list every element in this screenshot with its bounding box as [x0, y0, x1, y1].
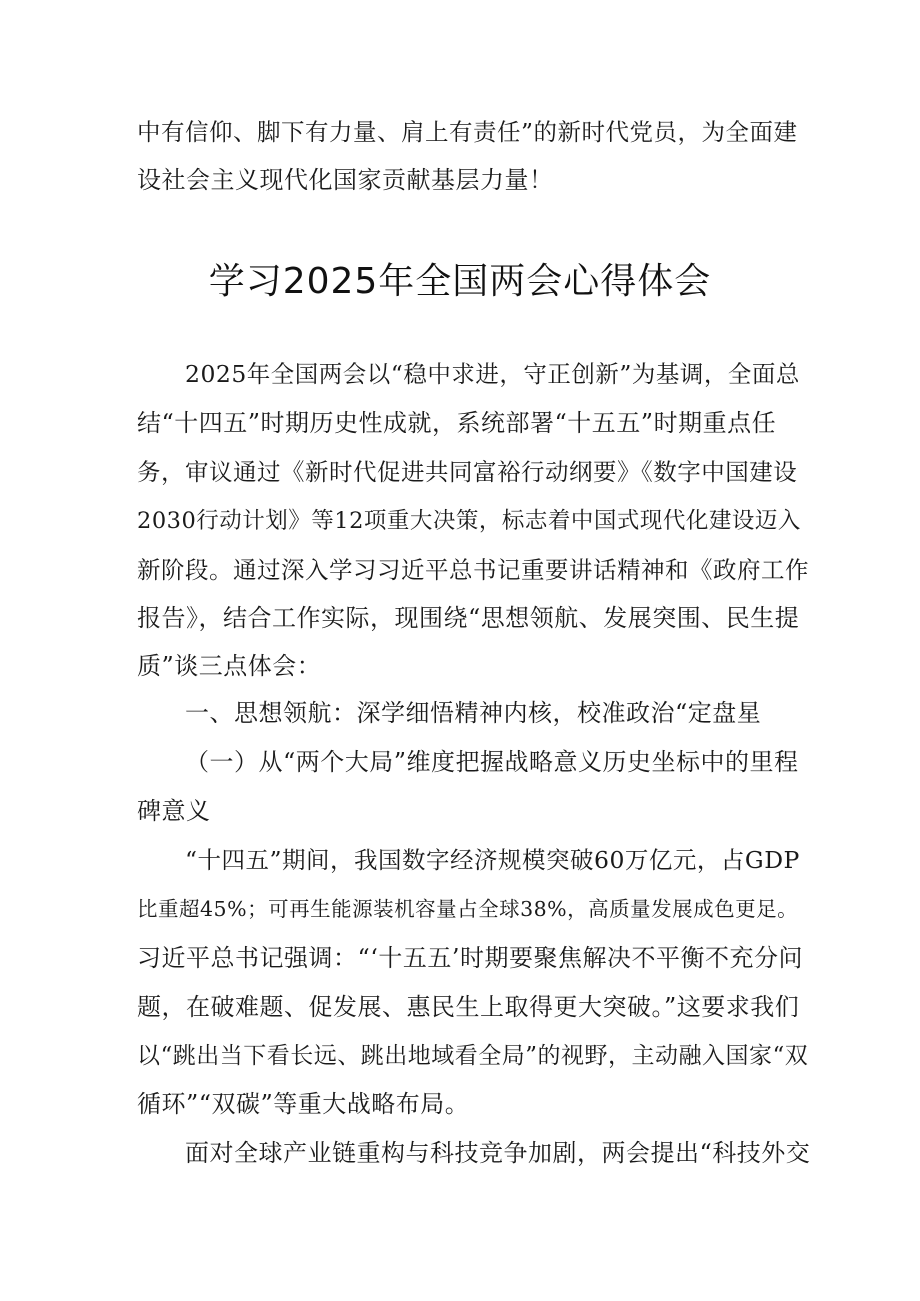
- paragraph-line: 2025年全国两会以“稳中求进，守正创新”为基调，全面总: [185, 360, 800, 388]
- paragraph-line: 报告》，结合工作实际，现围绕“思想领航、发展突围、民生提: [137, 604, 800, 632]
- intro-line-1: 中有信仰、脚下有力量、肩上有责任”的新时代党员，为全面建: [137, 118, 798, 146]
- subsection-heading-cont: 碑意义: [137, 797, 211, 825]
- document-title: 学习2025年全国两会心得体会: [208, 261, 712, 302]
- paragraph-line: 质”谈三点体会：: [137, 652, 322, 680]
- paragraph-line: 习近平总书记强调：“‘十五五’时期要聚焦解决不平衡不充分问: [137, 944, 804, 972]
- paragraph-line: “十四五”期间，我国数字经济规模突破60万亿元，占GDP: [185, 846, 800, 874]
- paragraph-line: 结“十四五”时期历史性成就，系统部署“十五五”时期重点任: [137, 409, 777, 437]
- paragraph-line: 以“跳出当下看长远、跳出地域看全局”的视野，主动融入国家“双: [137, 1043, 809, 1069]
- paragraph-line: 循环”“双碳”等重大战略布局。: [137, 1090, 470, 1118]
- paragraph-line: 比重超45%；可再生能源装机容量占全球38%，高质量发展成色更足。: [137, 897, 799, 921]
- intro-line-2: 设社会主义现代化国家贡献基层力量！: [137, 166, 554, 194]
- paragraph-line: 务，审议通过《新时代促进共同富裕行动纲要》《数字中国建设: [137, 458, 798, 486]
- paragraph-line: 题，在破难题、促发展、惠民生上取得更大突破。”这要求我们: [137, 993, 800, 1021]
- subsection-heading: （一）从“两个大局”维度把握战略意义历史坐标中的里程: [185, 748, 799, 776]
- paragraph-line: 面对全球产业链重构与科技竞争加剧，两会提出“科技外交: [185, 1139, 811, 1167]
- paragraph-line: 新阶段。通过深入学习习近平总书记重要讲话精神和《政府工作: [137, 556, 809, 584]
- paragraph-line: 2030行动计划》等12项重大决策，标志着中国式现代化建设迈入: [137, 508, 801, 534]
- section-heading: 一、思想领航：深学细悟精神内核，校准政治“定盘星: [185, 699, 762, 727]
